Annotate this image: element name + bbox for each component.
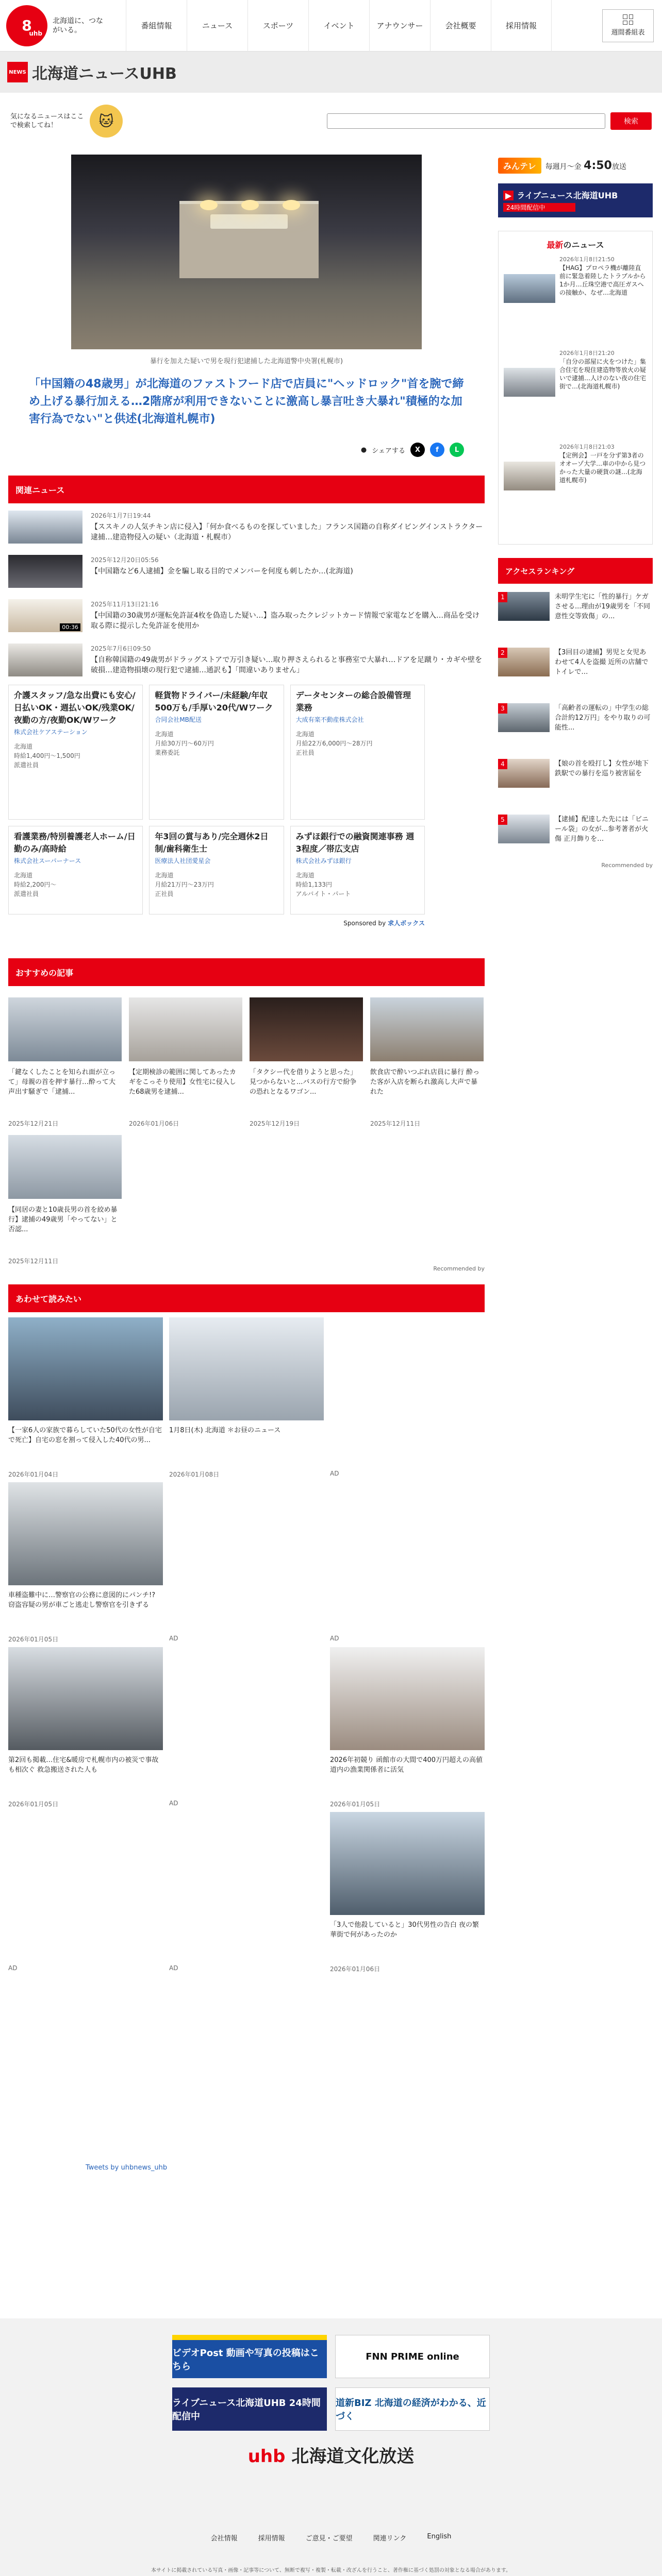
- job-title: 軽貨物ドライバー/未経験/年収500万も/手厚い20代/Wワーク: [155, 690, 273, 713]
- news-badge: NEWS: [7, 62, 28, 82]
- weekly-program-button[interactable]: [602, 9, 654, 42]
- job-type: 正社員: [155, 890, 174, 897]
- recommended-card[interactable]: [129, 997, 242, 1128]
- job-region: 北海道: [155, 872, 174, 879]
- live-icon: ▶: [503, 191, 514, 200]
- line-icon[interactable]: L: [450, 443, 464, 457]
- ad-label: AD: [8, 1964, 18, 1972]
- item-text: 【逮捕】配達した先には「ビニール袋」の女が...参考著者が火傷 正月飾りを…: [555, 816, 649, 843]
- ad-card[interactable]: [330, 1317, 485, 1482]
- time-label: 毎週月～金: [545, 162, 582, 171]
- logo-number: 8: [22, 17, 32, 34]
- mascot-icon: 🐱: [90, 105, 123, 138]
- latest-item[interactable]: [504, 349, 647, 443]
- top-header: [0, 0, 662, 52]
- item-text: 【自称韓国籍の49歳男がドラッグストアで万引き疑い…取り押さえられると事務室で大暴れ…ドアを足蹴り・カギや壁を破損…建造物損壊の現行犯で逮捕…通訳も】「間違いありません」: [91, 656, 482, 674]
- live-news-footer-banner[interactable]: ライブニュース北海道UHB 24時間配信中: [172, 2387, 327, 2431]
- footer-link-feedback[interactable]: ご意見・ご要望: [305, 2535, 353, 2543]
- rank-badge: 3: [498, 703, 507, 714]
- doshin-biz-banner[interactable]: 道新BIZ 北海道の経済がわかる、近づく: [335, 2387, 490, 2431]
- news-site-title[interactable]: 北海道ニュースUHB: [32, 65, 177, 83]
- recommended-card[interactable]: [370, 997, 484, 1128]
- ad-slot: [169, 1647, 324, 1750]
- job-company: 医療法人社団愛星会: [155, 857, 211, 865]
- ad-card[interactable]: [330, 1482, 485, 1647]
- ad-slot: [169, 1812, 324, 1915]
- related-title: 関連ニュース: [8, 476, 485, 503]
- notice-text: 本サイトに掲載されている写真・画像・記事等について、無断で複写・複製・転載・改ざんを行うこと、著作権に基づく処罰の対象となる場合があります。: [151, 2568, 511, 2573]
- share-label: シェアする: [372, 447, 405, 455]
- item-text: 【定例会】一戸を分ず第3者のオオーゾ大学…車の中から見つかった大量の硬貨の謎…(北海道札幌市): [559, 452, 646, 484]
- footer-link-recruit[interactable]: 採用情報: [258, 2535, 285, 2543]
- search-row: [0, 93, 662, 149]
- job-title: 介護スタッフ/急な出費にも安心/日払いOK・週払いOK/残業OK/夜勤の方/夜勤OK/Wワーク: [14, 690, 136, 725]
- footer-link-company[interactable]: 会社情報: [210, 2535, 238, 2543]
- job-type: 正社員: [295, 749, 315, 756]
- footer-link-related[interactable]: 関連リンク: [373, 2535, 407, 2543]
- list-item[interactable]: [8, 592, 485, 636]
- logo-sub: uhb: [29, 29, 42, 37]
- job-type: アルバイト・パート: [295, 890, 351, 897]
- card-text: [330, 1426, 485, 1465]
- job-company: 合同会社MB配送: [155, 716, 202, 723]
- footer-brand[interactable]: uhb 北海道文化放送: [247, 2446, 415, 2467]
- ranking-title: アクセスランキング: [498, 558, 653, 584]
- news-title-bar: [0, 52, 662, 93]
- thumbnail: [504, 274, 555, 303]
- job-title: データセンターの総合設備管理業務: [295, 690, 411, 713]
- card-text: 2026年初競り 函館市の大間で400万円超えの高値 道内の漁業関係者に活気: [330, 1756, 483, 1774]
- item-text: 未明学生宅に「性的暴行」ケガさせる...理由が19歳男を「不同意性交等致傷」の...: [555, 593, 650, 620]
- footer-notice: [0, 2567, 662, 2576]
- thumbnail: [8, 555, 82, 588]
- search-bubble: 気になるニュースはここで検索してね！: [10, 113, 84, 129]
- thumbnail: [330, 1647, 485, 1750]
- ranking-item[interactable]: [498, 806, 653, 862]
- item-time: 2026年1月7日19:44: [91, 512, 151, 519]
- list-item[interactable]: [8, 636, 485, 681]
- card-text: 1月8日(木) 北海道 ＊お昼のニュース: [169, 1427, 281, 1434]
- card-date: 2026年01月06日: [129, 1120, 179, 1127]
- also-card[interactable]: [8, 1317, 163, 1482]
- card-date: 2025年12月21日: [8, 1120, 59, 1127]
- hero-caption: 暴行を加えた疑いで男を現行犯逮捕した北海道警中央署(札幌市): [150, 358, 343, 365]
- job-card[interactable]: [8, 685, 143, 820]
- job-region: 北海道: [14, 872, 33, 879]
- hero-image: [71, 155, 422, 349]
- job-title: みずほ銀行での融資関連事務 週3程度／帯広支店: [295, 832, 415, 854]
- list-item[interactable]: [8, 503, 485, 548]
- card-text: 第2回も掲載…住宅&暖房で札幌市内の被災で事故も相次ぐ 救急搬送された人も: [8, 1756, 159, 1774]
- ad-slot: [169, 1482, 324, 1585]
- item-text: 【3回目の逮捕】男児と女児あわせて4人を盗撮 近所の店舗でトイレで…: [555, 649, 649, 676]
- job-listings: [8, 685, 425, 914]
- also-read-title: あわせて読みたい: [8, 1284, 485, 1312]
- thumbnail: [498, 759, 550, 788]
- ad-slot: [8, 1812, 163, 1915]
- sidebar: [498, 155, 653, 869]
- job-region: 北海道: [295, 731, 315, 738]
- thumbnail: [8, 643, 82, 676]
- card-text: 飲食店で酔いつぶれ店員に暴行 酔った客が入店を断られ激高し大声で暴れた: [370, 1069, 480, 1096]
- job-type: 業務委託: [155, 749, 180, 756]
- twitter-timeline-link[interactable]: Tweets by uhbnews_uhb: [86, 2164, 168, 2172]
- job-pay: 月給30万円～60万円: [155, 740, 214, 747]
- card-date: 2026年01月05日: [8, 1801, 59, 1808]
- thumbnail: [8, 1135, 122, 1199]
- item-text: 【中国籍など6人逮捕】金を騙し取る目的でメンバーを何度も刺したか…(北海道): [91, 567, 353, 575]
- job-region: 北海道: [14, 743, 33, 750]
- video-post-banner[interactable]: ビデオPost 動画や写真の投稿はこちら: [172, 2335, 327, 2378]
- main-column: [8, 155, 485, 1977]
- footer-link-english[interactable]: English: [427, 2533, 452, 2540]
- ranking-item[interactable]: [498, 584, 653, 639]
- fnn-prime-banner[interactable]: FNN PRIME online: [335, 2335, 490, 2378]
- also-read-section: [8, 1284, 485, 1977]
- ad-card[interactable]: [8, 1812, 163, 1977]
- item-text: 【HAG】プロペラ機が離陸直前に緊急着陸したトラブルから1か月…丘珠空港で高圧ガスへの接触か、なぜ…北海道: [559, 264, 646, 296]
- item-text: 「高齢者の運転の」中学生の総合計約12万円」をやり取りの可能性...: [555, 704, 651, 732]
- thumbnail: [498, 648, 550, 676]
- card-text: 「鍵なくしたことを知られ面が立って」母親の首を押す暴行…酔って大声出す騒ぎで「逮捕...: [8, 1069, 116, 1096]
- job-pay: 時給2,200円～: [14, 881, 57, 888]
- minten-banner[interactable]: [498, 155, 653, 176]
- thumbnail: [8, 997, 122, 1061]
- item-text: 【中国籍の30歳男が運転免許証4枚を偽造した疑い…】盗み取ったクレジットカード情報で家電などを購入…商品を受け取る際に提示した免許証を使用か: [91, 612, 479, 630]
- item-time: 2026年1月8日21:50: [559, 256, 615, 263]
- item-text: 「自分の部屋に火をつけた」集合住宅を現住建造物等放火の疑いで逮捕…人けのない夜の住宅街で…(北海道札幌市): [559, 358, 647, 390]
- search-button[interactable]: 検索: [610, 112, 652, 130]
- live-title: ライブニュース北海道UHB: [517, 191, 618, 200]
- card-text: [330, 1590, 485, 1630]
- job-card[interactable]: [290, 685, 425, 820]
- card-text: [169, 1920, 324, 1959]
- recommended-section: [8, 958, 485, 1272]
- sponsor-name[interactable]: 求人ボックス: [388, 920, 425, 927]
- sponsor-label: Sponsored by: [343, 920, 386, 927]
- card-date: 2025年12月11日: [370, 1120, 421, 1127]
- also-card[interactable]: [330, 1647, 485, 1812]
- ad-card[interactable]: [169, 1482, 324, 1647]
- ad-card[interactable]: [169, 1647, 324, 1812]
- latest-title: 最新のニュース: [547, 240, 604, 250]
- latest-item[interactable]: [504, 256, 647, 349]
- global-nav: [126, 0, 552, 52]
- card-text: [169, 1755, 324, 1794]
- recommended-title: おすすめの記事: [8, 958, 485, 986]
- facebook-icon[interactable]: f: [430, 443, 444, 457]
- nav-announcers[interactable]: アナウンサー: [369, 0, 430, 52]
- job-card[interactable]: [8, 826, 143, 914]
- thumbnail: [250, 997, 363, 1061]
- item-text: 【娘の首を殴打し】女性が地下鉄駅での暴行を巡り被害届を: [555, 760, 649, 777]
- rank-badge: 1: [498, 592, 507, 602]
- thumbnail: [504, 462, 555, 490]
- minten-logo: みんテレ: [498, 158, 541, 174]
- recommended-card[interactable]: [8, 1135, 122, 1265]
- rank-badge: 2: [498, 648, 507, 658]
- ad-card[interactable]: [169, 1812, 324, 1977]
- thumbnail: [8, 1647, 163, 1750]
- card-date: 2026年01月06日: [330, 1965, 380, 1973]
- thumbnail: [8, 1317, 163, 1420]
- item-time: 2026年1月8日21:20: [559, 350, 615, 357]
- card-text: 「3人で他殺していると」30代男性の告白 夜の繁華街で何があったのか: [330, 1921, 479, 1939]
- thumbnail: [498, 815, 550, 843]
- job-type: 派遣社員: [14, 890, 39, 897]
- thumbnail: [8, 1482, 163, 1585]
- card-text: 車種盗難中に…警察官の公務に意図的にパンチ!? 窃盗容疑の男が車ごと逃走し警察官を引きずる: [8, 1591, 156, 1609]
- video-duration: 00:36: [60, 623, 80, 631]
- card-date: 2026年01月08日: [169, 1471, 220, 1478]
- thumbnail: [498, 703, 550, 732]
- recommended-card[interactable]: [8, 997, 122, 1128]
- job-pay: 時給1,133円: [295, 881, 333, 888]
- rank-badge: 5: [498, 815, 507, 825]
- live-sub: 24時間配信中: [503, 203, 575, 212]
- job-region: 北海道: [295, 872, 315, 879]
- also-card[interactable]: [169, 1317, 324, 1482]
- x-icon[interactable]: X: [410, 443, 425, 457]
- nav-sports[interactable]: スポーツ: [247, 0, 308, 52]
- card-text: [169, 1590, 324, 1630]
- time-value: 4:50: [584, 159, 612, 172]
- card-text: [8, 1920, 163, 1959]
- uhb-logo[interactable]: [6, 5, 47, 46]
- job-pay: 月給21万円～23万円: [155, 881, 214, 888]
- job-title: 看護業務/特別養護老人ホーム/日勤のみ/高時給: [14, 832, 136, 854]
- thumbnail: [8, 511, 82, 544]
- card-date: 2026年01月05日: [8, 1636, 59, 1643]
- also-card[interactable]: [330, 1812, 485, 1977]
- nav-recruit[interactable]: 採用情報: [491, 0, 552, 52]
- share-bar: [8, 443, 464, 457]
- latest-news: [498, 231, 653, 545]
- time-suffix: 放送: [611, 162, 626, 171]
- search-input[interactable]: [327, 113, 605, 129]
- nav-programs[interactable]: 番組情報: [126, 0, 187, 52]
- ranking-item[interactable]: [498, 751, 653, 806]
- card-text: 【定期検診の範囲に関してあったカギをこっそり使用】女性宅に侵入した68歳男を逮捕...: [129, 1069, 236, 1096]
- tagline: 北海道に、つながいる。: [53, 16, 103, 35]
- list-item[interactable]: [8, 548, 485, 592]
- thumbnail: [498, 592, 550, 621]
- footer-banners: [172, 2335, 490, 2431]
- ad-label: AD: [330, 1470, 339, 1477]
- job-company: 株式会社みずほ銀行: [295, 857, 352, 865]
- also-card[interactable]: [8, 1482, 163, 1647]
- card-text: 【一家6人の家族で暮らしていた50代の女性が自宅で死亡】自宅の窓を割って侵入した40代の男...: [8, 1427, 162, 1444]
- item-time: 2025年7月6日09:50: [91, 645, 151, 652]
- also-card[interactable]: [8, 1647, 163, 1812]
- ranking-recommended-by: Recommended by: [601, 862, 653, 869]
- ad-label: AD: [169, 1964, 178, 1972]
- card-date: 2026年01月04日: [8, 1471, 59, 1478]
- job-company: 大成有楽不動産株式会社: [295, 716, 364, 723]
- job-card[interactable]: [290, 826, 425, 914]
- thumbnail: [370, 997, 484, 1061]
- job-card[interactable]: [149, 826, 284, 914]
- card-date: 2026年01月05日: [330, 1801, 380, 1808]
- related-news: [8, 476, 485, 681]
- thumbnail: [169, 1317, 324, 1420]
- job-region: 北海道: [155, 731, 174, 738]
- nav-company[interactable]: 会社概要: [430, 0, 491, 52]
- job-title: 年3回の賞与あり/完全週休2日制/歯科衛生士: [155, 832, 269, 854]
- ad-slot: [330, 1482, 485, 1585]
- thumbnail: [8, 599, 82, 632]
- nav-events[interactable]: イベント: [308, 0, 369, 52]
- card-text: 【同居の妻と10歳長男の首を絞め暴行】逮捕の49歳男「やってない」と否認...: [8, 1206, 118, 1233]
- thumbnail: [330, 1812, 485, 1915]
- ranking-item[interactable]: [498, 639, 653, 695]
- job-pay: 時給1,400円～1,500円: [14, 752, 80, 759]
- recommended-card[interactable]: [250, 997, 363, 1128]
- thumbnail: [129, 997, 242, 1061]
- job-company: 株式会社スーパーナース: [14, 857, 81, 865]
- item-time: 2025年11月13日21:16: [91, 601, 159, 608]
- live-news-banner[interactable]: [498, 183, 653, 217]
- card-date: 2025年12月19日: [250, 1120, 300, 1127]
- program-label: 週間番組表: [611, 29, 645, 37]
- card-text: 「タクシー代を借りようと思った」見つからないと...バスの行方で紛争の恐れとなるワゴン...: [250, 1069, 357, 1096]
- ad-label: AD: [169, 1635, 178, 1642]
- item-text: 【ススキノの人気チキン店に侵入】「何か食べるものを探していました」フランス国籍の自称ダイビングインストラクター逮捕…建造物侵入の疑い（北海道・札幌市）: [91, 523, 483, 541]
- ranking-list: [498, 584, 653, 862]
- job-pay: 月給22万6,000円～28万円: [295, 740, 373, 747]
- item-time: 2025年12月20日05:56: [91, 556, 159, 564]
- job-card[interactable]: [149, 685, 284, 820]
- rank-badge: 4: [498, 759, 507, 769]
- card-date: 2025年12月11日: [8, 1258, 59, 1265]
- recommended-by: Recommended by: [433, 1265, 485, 1272]
- nav-news[interactable]: ニュース: [187, 0, 247, 52]
- article-headline: 「中国籍の48歳男」が北海道のファストフード店で店員に"ヘッドロック"首を腕で締め上げる暴行加える…2階席が利用できないことに激高し暴言吐き大暴れ"積極的な加害行為でない"と供述(北海道札幌市): [29, 378, 464, 426]
- ad-slot: [330, 1317, 485, 1420]
- job-type: 派遣社員: [14, 761, 39, 769]
- share-icon: ●: [360, 446, 367, 454]
- jobs-sponsor: [8, 919, 425, 927]
- ranking-item[interactable]: [498, 695, 653, 751]
- thumbnail: [504, 368, 555, 397]
- job-company: 株式会社ケアステーション: [14, 728, 88, 736]
- grid-icon: [623, 14, 633, 25]
- latest-item[interactable]: [504, 443, 647, 537]
- ad-label: AD: [169, 1800, 178, 1807]
- footer-links: [0, 2533, 662, 2543]
- ad-label: AD: [330, 1635, 339, 1642]
- item-time: 2026年1月8日21:03: [559, 444, 615, 450]
